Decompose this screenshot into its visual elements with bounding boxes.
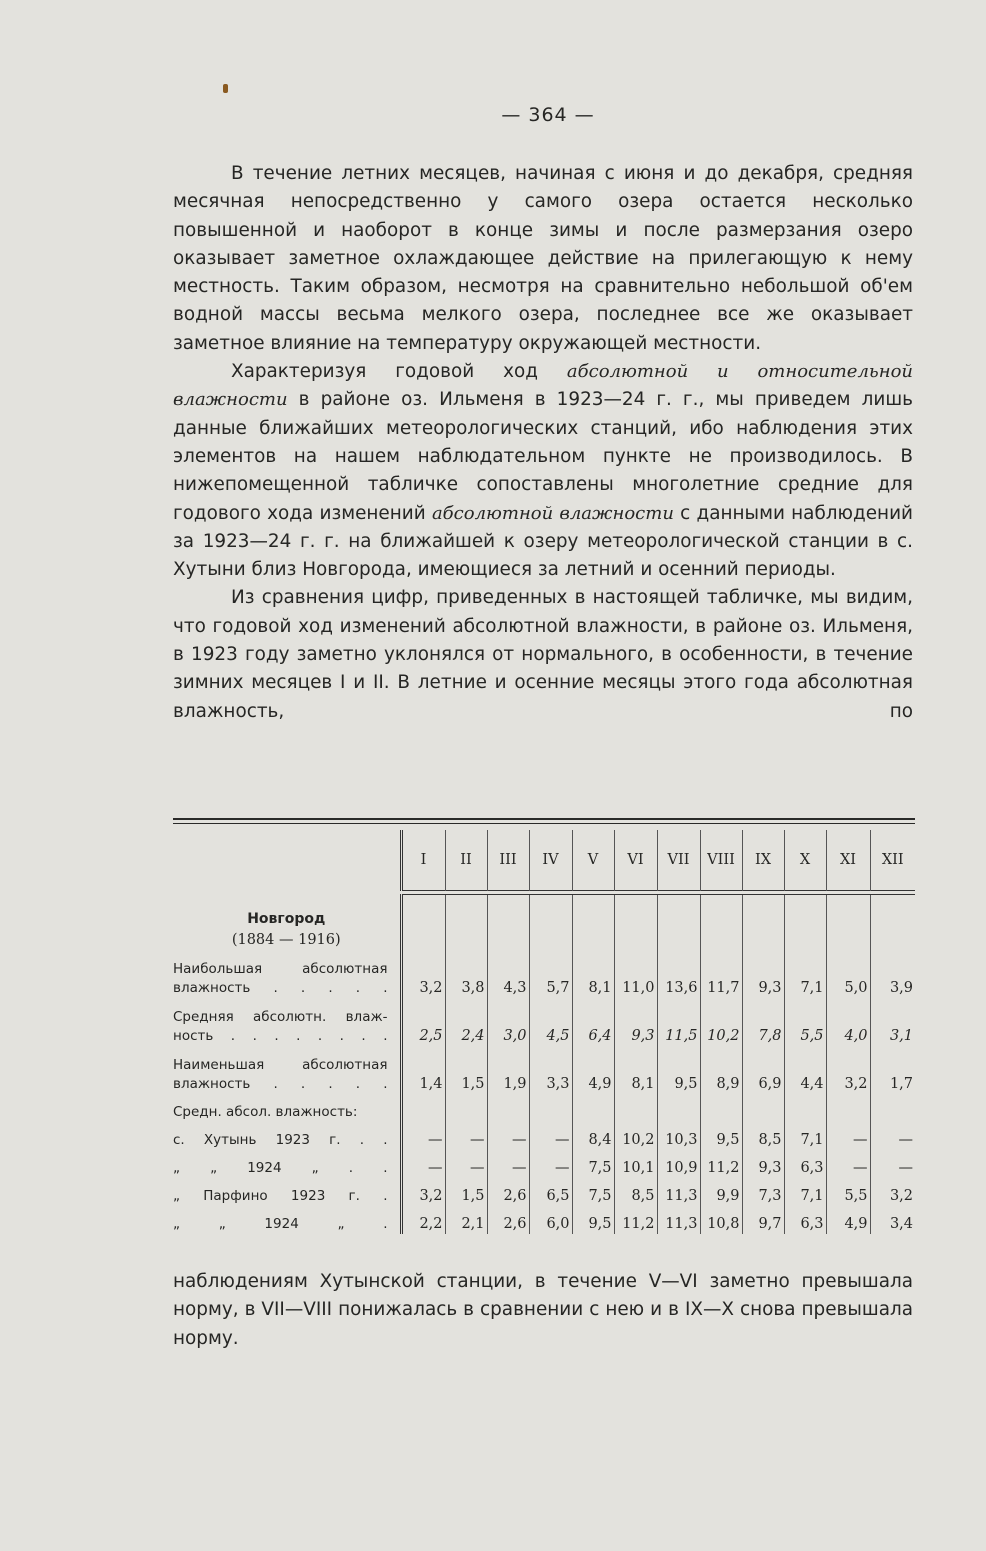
table-cell: 6,5 xyxy=(529,1178,572,1206)
table-cell: 11,2 xyxy=(700,1150,742,1178)
table-cell: — xyxy=(487,1122,529,1150)
table-cell: — xyxy=(870,1122,915,1150)
table-cell: 4,9 xyxy=(826,1206,870,1234)
table-cell: 2,6 xyxy=(487,1178,529,1206)
table-cell: 8,9 xyxy=(700,1046,742,1094)
table-cell: 7,8 xyxy=(742,998,784,1046)
table-cell: 3,9 xyxy=(870,950,915,998)
table-cell: 3,8 xyxy=(445,950,487,998)
table-cell: 2,4 xyxy=(445,998,487,1046)
month-header: XII xyxy=(870,830,915,891)
table-cell: 10,2 xyxy=(700,998,742,1046)
table-cell: 1,5 xyxy=(445,1046,487,1094)
table-cell: — xyxy=(870,1150,915,1178)
paragraph-4: наблюдениям Хутынской станции, в течение V—VI заметно превышала норму, в VII—VIII понижалась в сравнении с нею и в IX—X снова превышала норму. xyxy=(173,1271,913,1349)
table-cell: — xyxy=(529,1122,572,1150)
month-header: I xyxy=(401,830,445,891)
table-cell: 8,4 xyxy=(572,1122,614,1150)
table-cell: 3,3 xyxy=(529,1046,572,1094)
table-cell: — xyxy=(401,1150,445,1178)
table-cell: 6,3 xyxy=(784,1206,826,1234)
emphasis-absolute-humidity: абсолютной влажности xyxy=(431,502,674,524)
table-cell: 3,0 xyxy=(487,998,529,1046)
table-cell: — xyxy=(445,1122,487,1150)
table-cell: 4,3 xyxy=(487,950,529,998)
table-cell: 11,5 xyxy=(657,998,700,1046)
row-label: Наибольшая абсолютная влажность . . . . . xyxy=(173,960,388,996)
table-row xyxy=(173,950,915,998)
row-label: с. Хутынь 1923 г. . . xyxy=(173,1131,388,1148)
table-cell: 2,5 xyxy=(401,998,445,1046)
novgorod-heading-row xyxy=(173,895,915,950)
section-label: Средн. абсол. влажность: xyxy=(173,1103,358,1120)
table-cell: 3,2 xyxy=(401,1178,445,1206)
table-cell: 5,5 xyxy=(784,998,826,1046)
row-label: Наименьшая абсолютная влажность . . . . . xyxy=(173,1056,388,1092)
body-text-bottom xyxy=(173,1268,913,1353)
row-label: „ „ 1924 „ . xyxy=(173,1215,388,1232)
table-cell: — xyxy=(826,1150,870,1178)
paragraph-1: В течение летних месяцев, начиная с июня и до декабря, средняя месячная непосредственно у самого озера остается несколько повышенной и наоборот в конце зимы и после размерзания озеро оказывает заметное охлаждающее действие на прилегающую к нему местность. Таким образом, несмотря на сравнительно небольшой об'ем водной массы весьма мелкого озера, последнее все же оказывает заметное влияние на температуру окружающей местности. xyxy=(173,163,913,354)
table-row xyxy=(173,998,915,1046)
table-cell: — xyxy=(401,1122,445,1150)
table-cell: 1,5 xyxy=(445,1178,487,1206)
table-cell: 13,6 xyxy=(657,950,700,998)
table-cell: 7,3 xyxy=(742,1178,784,1206)
table-cell: — xyxy=(445,1150,487,1178)
table-cell: 1,4 xyxy=(401,1046,445,1094)
table-cell: 3,2 xyxy=(826,1046,870,1094)
table-cell: 4,9 xyxy=(572,1046,614,1094)
month-header: II xyxy=(445,830,487,891)
table-cell: 11,0 xyxy=(614,950,657,998)
table-cell: 11,3 xyxy=(657,1178,700,1206)
table-cell: 4,0 xyxy=(826,998,870,1046)
row-label: „ „ 1924 „ . . xyxy=(173,1159,388,1176)
table-cell: 1,9 xyxy=(487,1046,529,1094)
table-row xyxy=(173,1178,915,1206)
table-cell: 2,6 xyxy=(487,1206,529,1234)
table-cell: 8,5 xyxy=(614,1178,657,1206)
humidity-table xyxy=(173,818,915,1234)
table-cell: — xyxy=(826,1122,870,1150)
table-cell: — xyxy=(487,1150,529,1178)
month-header: X xyxy=(784,830,826,891)
table-cell: 11,2 xyxy=(614,1206,657,1234)
table-cell: 10,9 xyxy=(657,1150,700,1178)
table-cell: 7,1 xyxy=(784,1178,826,1206)
table-top-rule xyxy=(173,818,915,824)
month-header: V xyxy=(572,830,614,891)
row-label: Средняя абсолютн. влаж- ность . . . . . . . . xyxy=(173,1008,388,1044)
table-cell: 10,2 xyxy=(614,1122,657,1150)
table-cell: 3,2 xyxy=(870,1178,915,1206)
month-header-row xyxy=(173,830,915,891)
table-cell: 5,5 xyxy=(826,1178,870,1206)
table-cell: 7,5 xyxy=(572,1150,614,1178)
table-row xyxy=(173,1206,915,1234)
table-cell: 6,3 xyxy=(784,1150,826,1178)
table-cell: 6,4 xyxy=(572,998,614,1046)
table-cell: 1,7 xyxy=(870,1046,915,1094)
month-header: VI xyxy=(614,830,657,891)
table-cell: 7,1 xyxy=(784,1122,826,1150)
month-header: III xyxy=(487,830,529,891)
table-cell: 10,1 xyxy=(614,1150,657,1178)
row-label: „ Парфино 1923 г. . xyxy=(173,1187,388,1204)
table-cell: 2,2 xyxy=(401,1206,445,1234)
station-years: (1884 — 1916) xyxy=(231,931,341,948)
table-cell: 11,7 xyxy=(700,950,742,998)
table-cell: 3,4 xyxy=(870,1206,915,1234)
table-cell: 9,5 xyxy=(572,1206,614,1234)
table-cell: 9,7 xyxy=(742,1206,784,1234)
table-cell: 9,5 xyxy=(700,1122,742,1150)
table-cell: 8,1 xyxy=(614,1046,657,1094)
table-cell: 11,3 xyxy=(657,1206,700,1234)
table-cell: 9,3 xyxy=(614,998,657,1046)
table-cell: 6,0 xyxy=(529,1206,572,1234)
paragraph-3: Из сравнения цифр, приведенных в настоящей табличке, мы видим, что годовой ход изменений абсолютной влажности, в районе оз. Ильменя, в 1923 году заметно уклонялся от нормального, в особенности, в течение зимних месяцев I и II. В летние и осенние месяцы этого года абсолютная влажность, по xyxy=(173,587,913,722)
table-cell: 9,5 xyxy=(657,1046,700,1094)
table-cell: 6,9 xyxy=(742,1046,784,1094)
month-header: XI xyxy=(826,830,870,891)
table-cell: 5,0 xyxy=(826,950,870,998)
month-header: VIII xyxy=(700,830,742,891)
table-cell: 5,7 xyxy=(529,950,572,998)
table-cell: 10,3 xyxy=(657,1122,700,1150)
body-text-top xyxy=(173,160,913,726)
table-cell: 3,2 xyxy=(401,950,445,998)
paragraph-2: Характеризуя годовой ход абсолютной и относительной влажности в районе оз. Ильменя в 1923—24 г. г., мы приведем лишь данные ближайших метеорологических станций, ибо наблюдения этих элементов на нашем наблюдательном пункте не производилось. В нижепомещенной табличке сопоставлены многолетние средние для годового хода изменений абсолютной влажности с данными наблюдений за 1923—24 г. г. на ближайшей к озеру метеорологической станции в с. Хутыни близ Новгорода, имеющиеся за летний и осенний периоды. xyxy=(173,361,913,581)
table-row xyxy=(173,1122,915,1150)
table-cell: 2,1 xyxy=(445,1206,487,1234)
table-row xyxy=(173,1046,915,1094)
table-cell: 4,4 xyxy=(784,1046,826,1094)
table-cell: 4,5 xyxy=(529,998,572,1046)
table-cell: 8,5 xyxy=(742,1122,784,1150)
station-title: Новгород xyxy=(247,910,326,927)
page-number: — 364 — xyxy=(501,104,595,126)
emphasis-humidity: абсолютной и относительной влажности xyxy=(173,361,913,411)
month-header: IV xyxy=(529,830,572,891)
section-label-row xyxy=(173,1094,915,1122)
table-row xyxy=(173,1150,915,1178)
ink-spot xyxy=(223,84,228,93)
table-cell: 3,1 xyxy=(870,998,915,1046)
table-cell: 7,5 xyxy=(572,1178,614,1206)
table-cell: 7,1 xyxy=(784,950,826,998)
table-cell: 10,8 xyxy=(700,1206,742,1234)
table-cell: 8,1 xyxy=(572,950,614,998)
table-cell: 9,3 xyxy=(742,1150,784,1178)
month-header: IX xyxy=(742,830,784,891)
table-cell: 9,9 xyxy=(700,1178,742,1206)
table-cell: 9,3 xyxy=(742,950,784,998)
month-header: VII xyxy=(657,830,700,891)
table-cell: — xyxy=(529,1150,572,1178)
